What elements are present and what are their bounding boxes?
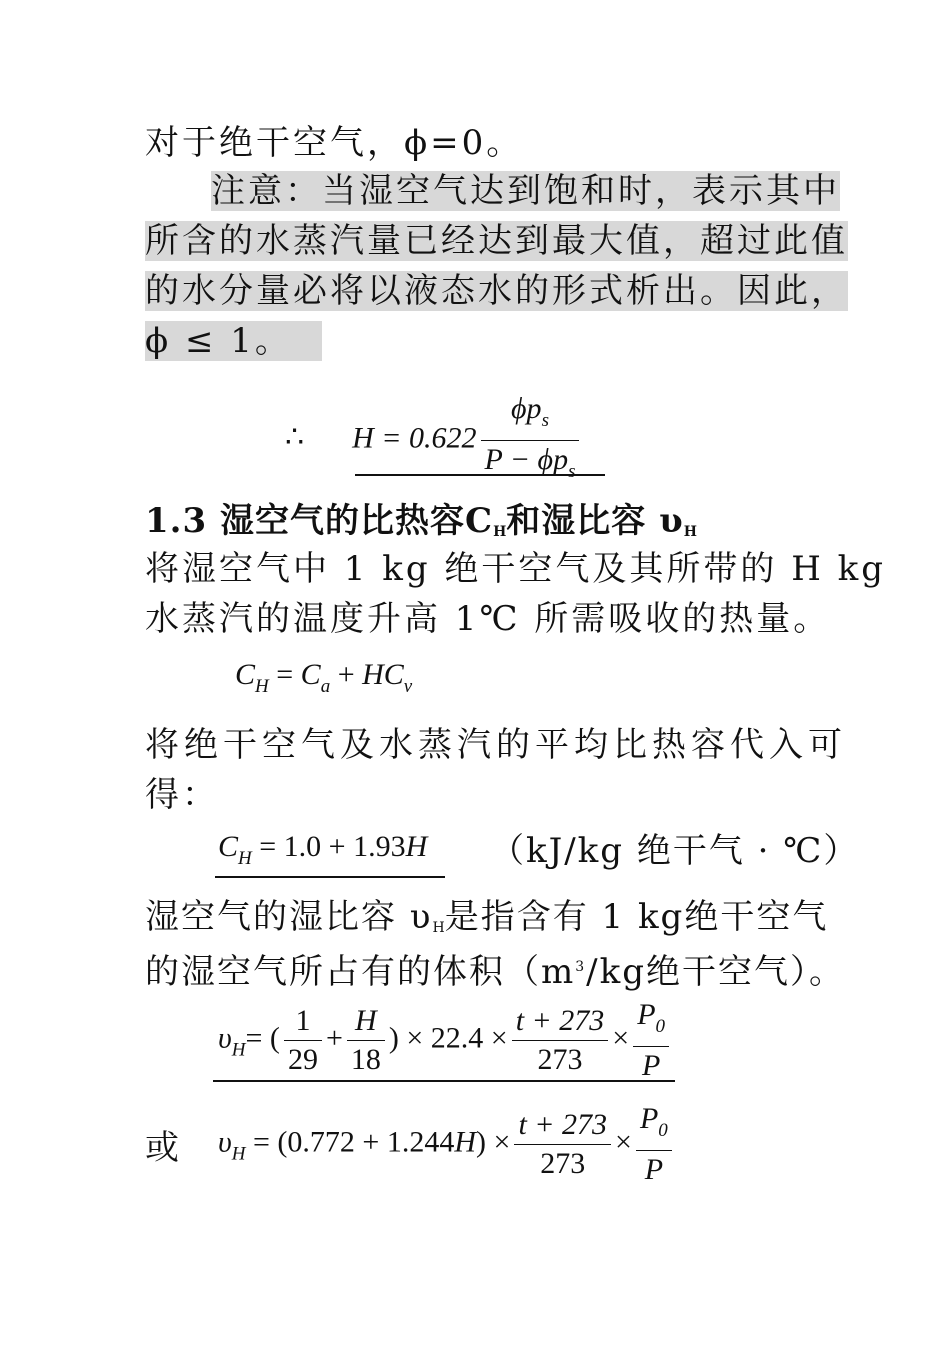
note-line-1: 注意：当湿空气达到饱和时，表示其中 [211, 171, 840, 211]
therefore-symbol: ∴ [285, 421, 305, 455]
equation-underline [215, 876, 445, 878]
humid-volume-definition-line-2: 的湿空气所占有的体积（$m^3/kg$绝干空气）。 [145, 952, 845, 992]
fraction: $\frac{t + 273}{273}$ [512, 1002, 609, 1079]
note-line-4: ϕ ≤ 1。 [145, 316, 322, 366]
unit-label: （kJ/kg 绝干气 · ℃） [490, 831, 860, 871]
equation-humidity: ∴ H = 0.622 $\frac{\phi p_s}{P - \phi p_s}$ [285, 390, 583, 491]
section-heading: 1.3 湿空气的比热容CH和湿比容 υH [145, 501, 697, 541]
or-label: 或 [145, 1128, 182, 1168]
equation-underline [213, 1080, 675, 1082]
fraction: $\frac{t + 273}{273}$ [514, 1106, 611, 1183]
definition-line-2: 水蒸汽的温度升高 1℃ 所需吸收的热量。 [145, 599, 831, 639]
fraction: $\frac{P_0}{P}$ [636, 1100, 672, 1189]
paragraph-absolute-dry-air: 对于绝干空气，ϕ=0。 [145, 123, 524, 163]
text-substitute-line-2: 得： [145, 775, 219, 815]
fraction: $\frac{P_0}{P}$ [633, 996, 669, 1085]
equation-humid-volume-simplified: $\upsilon_H = (0.772 + 1.244H)$ × $\frac{t + 273}{273}$ × $\frac{P_0}{P}$ [218, 1100, 676, 1189]
equation-humid-volume: $\upsilon_H=$ ( $\frac{1}{29}$ + $\frac{H}{18}$ ) × 22.4 × $\frac{t + 273}{273}$ × $\frac{P_0}{P}$ [218, 996, 673, 1085]
equation-specific-heat: $C_H = C_a + HC_v$ [235, 658, 413, 697]
note-line-2: 所含的水蒸汽量已经达到最大值，超过此值 [145, 221, 848, 261]
fraction: $\frac{1}{29}$ [284, 1002, 322, 1079]
text-substitute-line-1: 将绝干空气及水蒸汽的平均比热容代入可 [145, 725, 847, 765]
fraction: $\frac{\phi p_s}{P - \phi p_s}$ [481, 390, 580, 491]
equation-underline [355, 474, 605, 476]
note-line-3: 的水分量必将以液态水的形式析出。因此， [145, 271, 848, 311]
fraction: $\frac{H}{18}$ [347, 1002, 385, 1079]
humid-volume-definition-line-1: 湿空气的湿比容 υH是指含有 1 kg绝干空气 [145, 897, 829, 937]
equation-specific-heat-numeric: $C_H = 1.0 + 1.93H$ [218, 830, 428, 869]
definition-line-1: 将湿空气中 1 kg 绝干空气及其所带的 H kg [145, 549, 887, 589]
